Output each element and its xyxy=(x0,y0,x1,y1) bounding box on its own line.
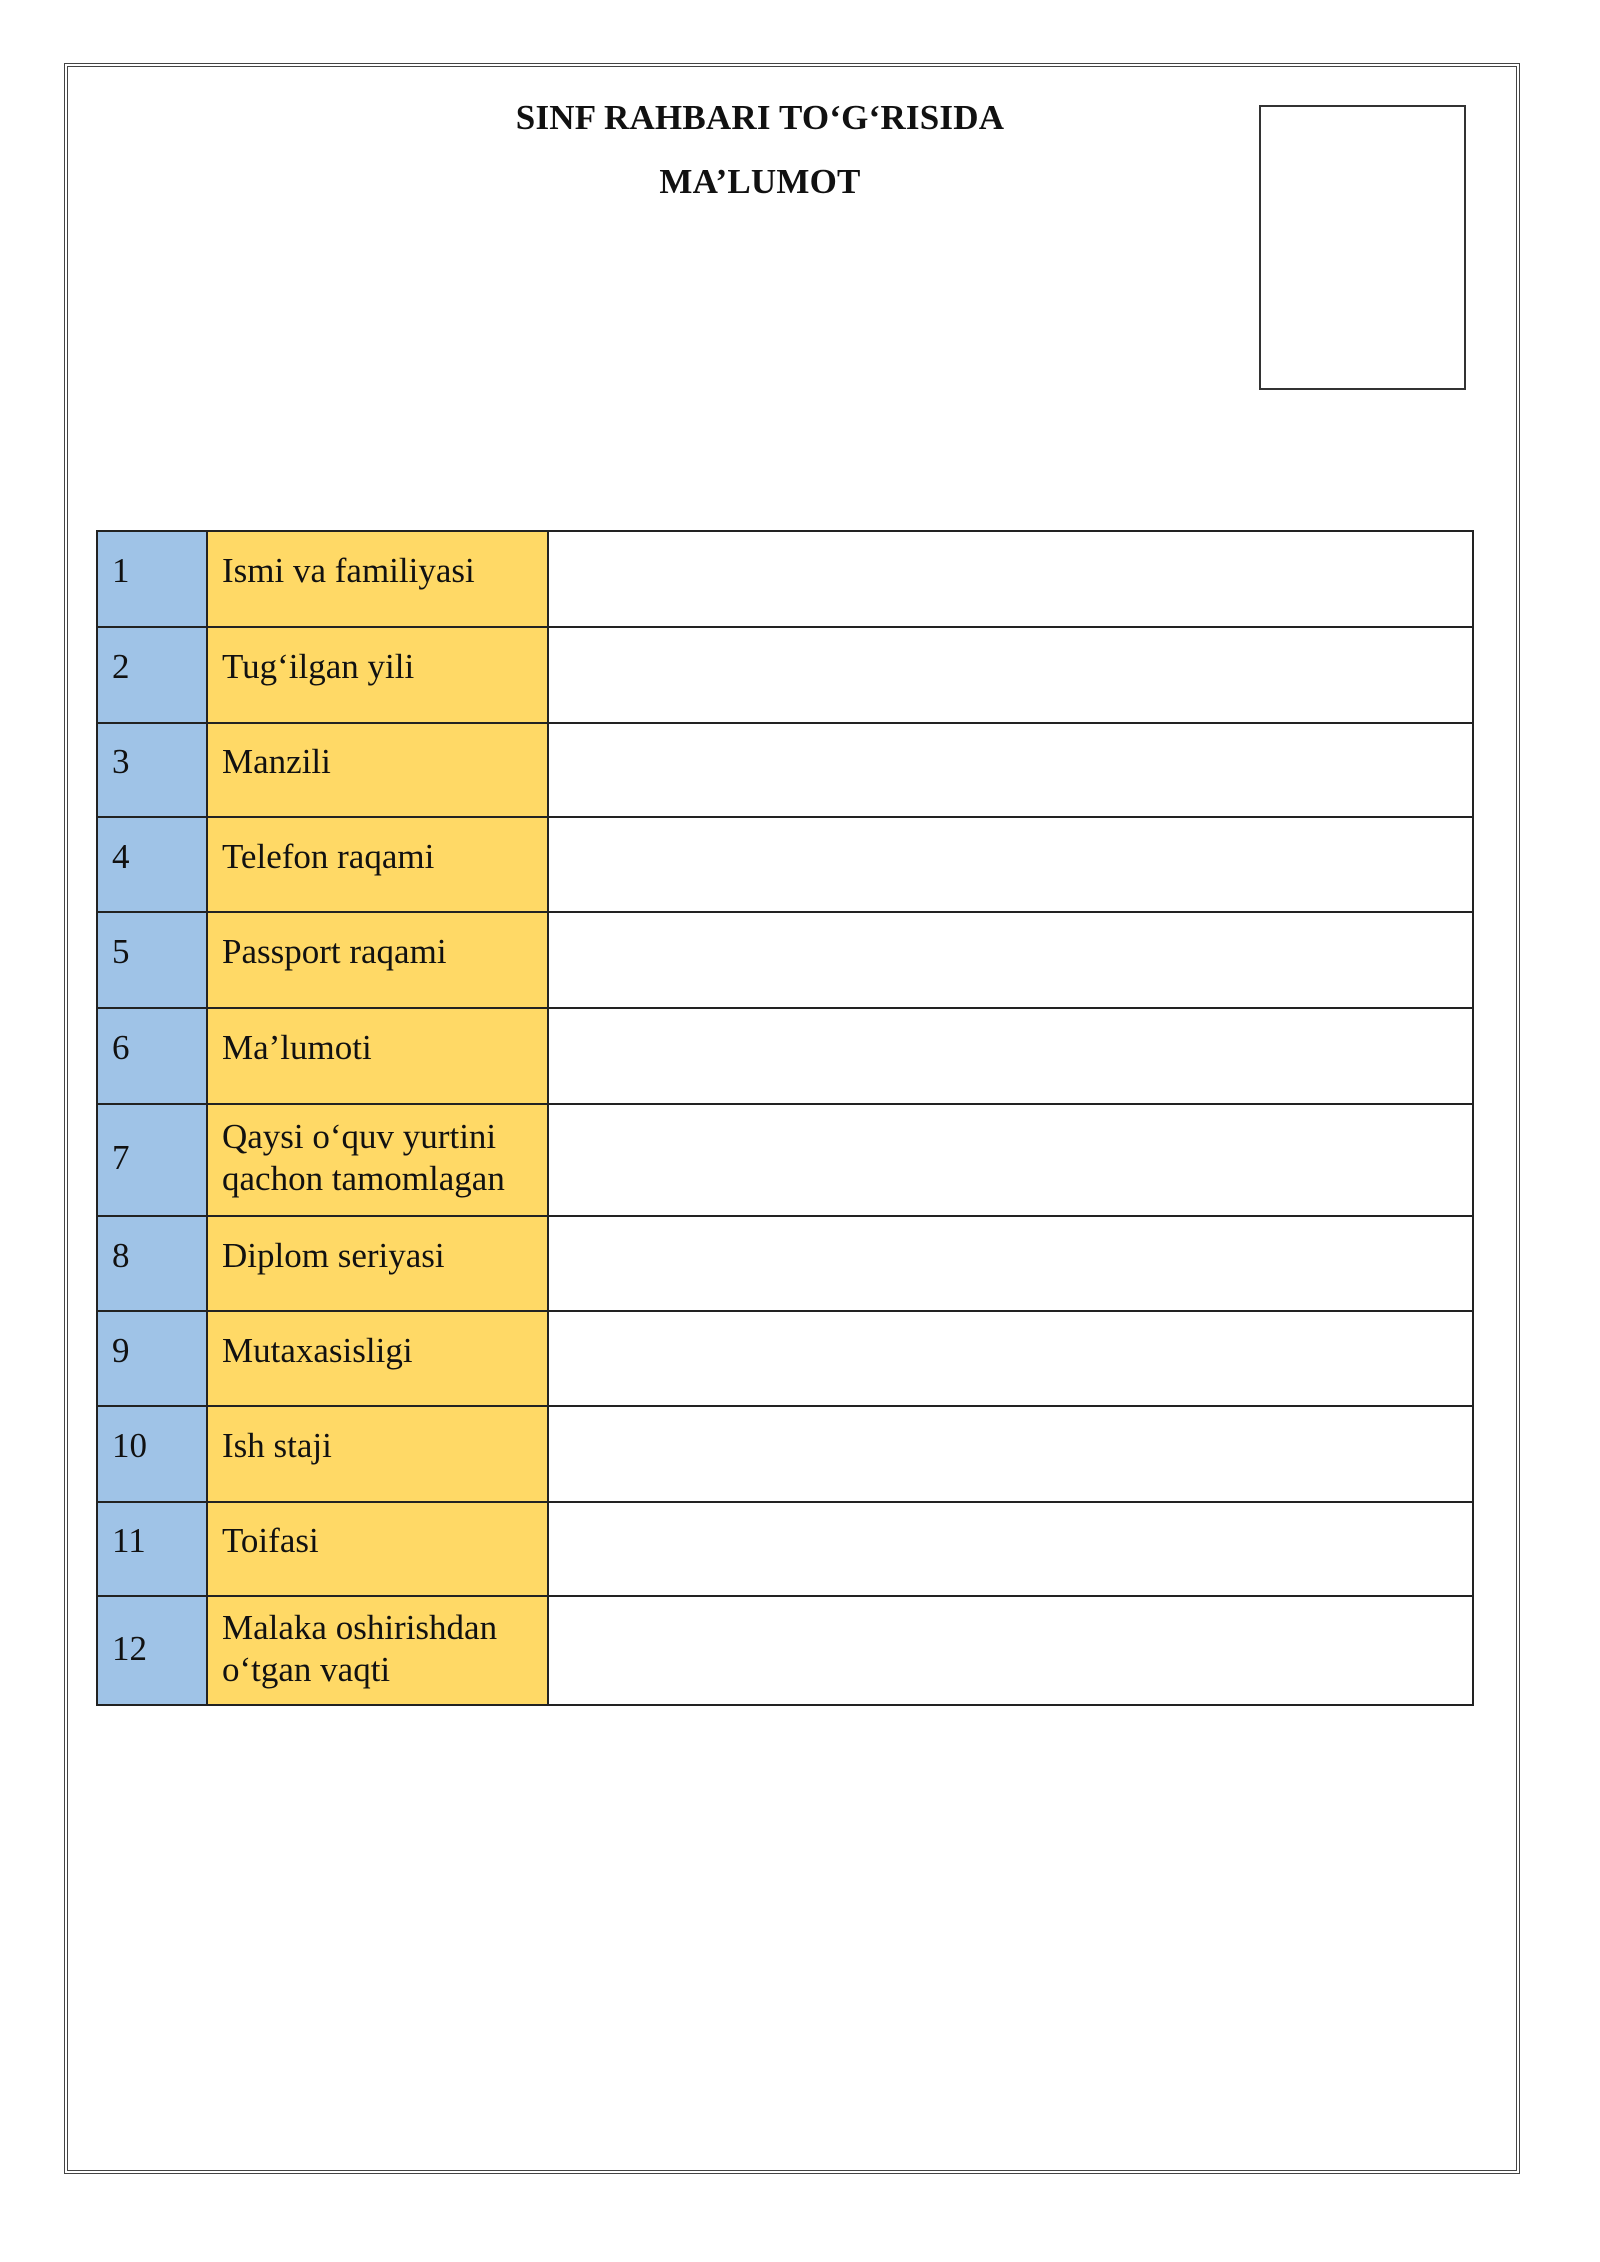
row-number: 8 xyxy=(112,1235,130,1275)
row-number: 9 xyxy=(112,1330,130,1370)
row-label: Ismi va familiyasi xyxy=(222,551,475,590)
row-label-cell xyxy=(207,1502,548,1596)
row-number-cell xyxy=(97,1406,207,1502)
row-label: Telefon raqami xyxy=(222,836,435,876)
row-label: Ish staji xyxy=(222,1426,332,1465)
table-row xyxy=(97,1311,1473,1406)
row-value-field[interactable] xyxy=(548,627,1473,723)
table-row xyxy=(97,1008,1473,1104)
row-number-cell xyxy=(97,1104,207,1216)
table-row xyxy=(97,1406,1473,1502)
row-label: Tug‘ilgan yili xyxy=(222,647,415,686)
row-number: 2 xyxy=(112,647,130,686)
row-label: Mutaxasisligi xyxy=(222,1330,413,1370)
row-number-cell xyxy=(97,723,207,817)
row-label-cell xyxy=(207,1104,548,1216)
row-value-field[interactable] xyxy=(548,1008,1473,1104)
row-number: 6 xyxy=(112,1028,130,1067)
row-label-cell xyxy=(207,723,548,817)
row-value-field[interactable] xyxy=(548,723,1473,817)
row-label-cell xyxy=(207,531,548,627)
row-number: 3 xyxy=(112,742,130,781)
document-title: SINF RAHBARI TO‘G‘RISIDA xyxy=(515,98,1005,137)
row-number-cell xyxy=(97,1502,207,1596)
row-number-cell xyxy=(97,531,207,627)
table-row xyxy=(97,1104,1473,1216)
row-label-cell xyxy=(207,627,548,723)
row-value-field[interactable] xyxy=(548,1596,1473,1705)
row-number: 11 xyxy=(112,1521,146,1560)
row-number-cell xyxy=(97,627,207,723)
table-row xyxy=(97,1216,1473,1311)
row-label-cell xyxy=(207,1008,548,1104)
row-label: Toifasi xyxy=(222,1521,319,1560)
info-table xyxy=(96,530,1474,1706)
row-number: 7 xyxy=(112,1138,130,1177)
row-label-cell xyxy=(207,817,548,912)
row-label: Malaka oshirishdan o‘tgan vaqti xyxy=(222,1607,498,1689)
row-value-field[interactable] xyxy=(548,1104,1473,1216)
row-label-cell xyxy=(207,912,548,1008)
row-number: 5 xyxy=(112,932,130,971)
table-row xyxy=(97,531,1473,627)
row-value-field[interactable] xyxy=(548,1311,1473,1406)
row-number: 4 xyxy=(112,836,130,876)
row-value-field[interactable] xyxy=(548,1216,1473,1311)
row-number: 12 xyxy=(112,1628,147,1668)
row-label: Passport raqami xyxy=(222,932,447,971)
row-label-cell xyxy=(207,1596,548,1705)
row-number-cell xyxy=(97,1311,207,1406)
row-label: Ma’lumoti xyxy=(222,1028,372,1067)
row-label-cell xyxy=(207,1311,548,1406)
row-label-cell xyxy=(207,1216,548,1311)
row-number-cell xyxy=(97,1216,207,1311)
photo-placeholder xyxy=(1259,105,1466,390)
table-row xyxy=(97,723,1473,817)
row-label-cell xyxy=(207,1406,548,1502)
row-number-cell xyxy=(97,1008,207,1104)
row-number: 10 xyxy=(112,1426,147,1465)
table-row xyxy=(97,627,1473,723)
row-label: Diplom seriyasi xyxy=(222,1235,445,1275)
row-number-cell xyxy=(97,817,207,912)
document-subtitle: MA’LUMOT xyxy=(659,162,861,201)
table-row xyxy=(97,1596,1473,1705)
row-value-field[interactable] xyxy=(548,531,1473,627)
table-row xyxy=(97,1502,1473,1596)
table-row xyxy=(97,817,1473,912)
row-value-field[interactable] xyxy=(548,1406,1473,1502)
row-number-cell xyxy=(97,912,207,1008)
table-row xyxy=(97,912,1473,1008)
row-number: 1 xyxy=(112,551,130,590)
row-label: Qaysi o‘quv yurtini qachon tamomlagan xyxy=(222,1117,505,1198)
row-label: Manzili xyxy=(222,742,331,781)
row-value-field[interactable] xyxy=(548,912,1473,1008)
row-value-field[interactable] xyxy=(548,817,1473,912)
row-number-cell xyxy=(97,1596,207,1705)
row-value-field[interactable] xyxy=(548,1502,1473,1596)
